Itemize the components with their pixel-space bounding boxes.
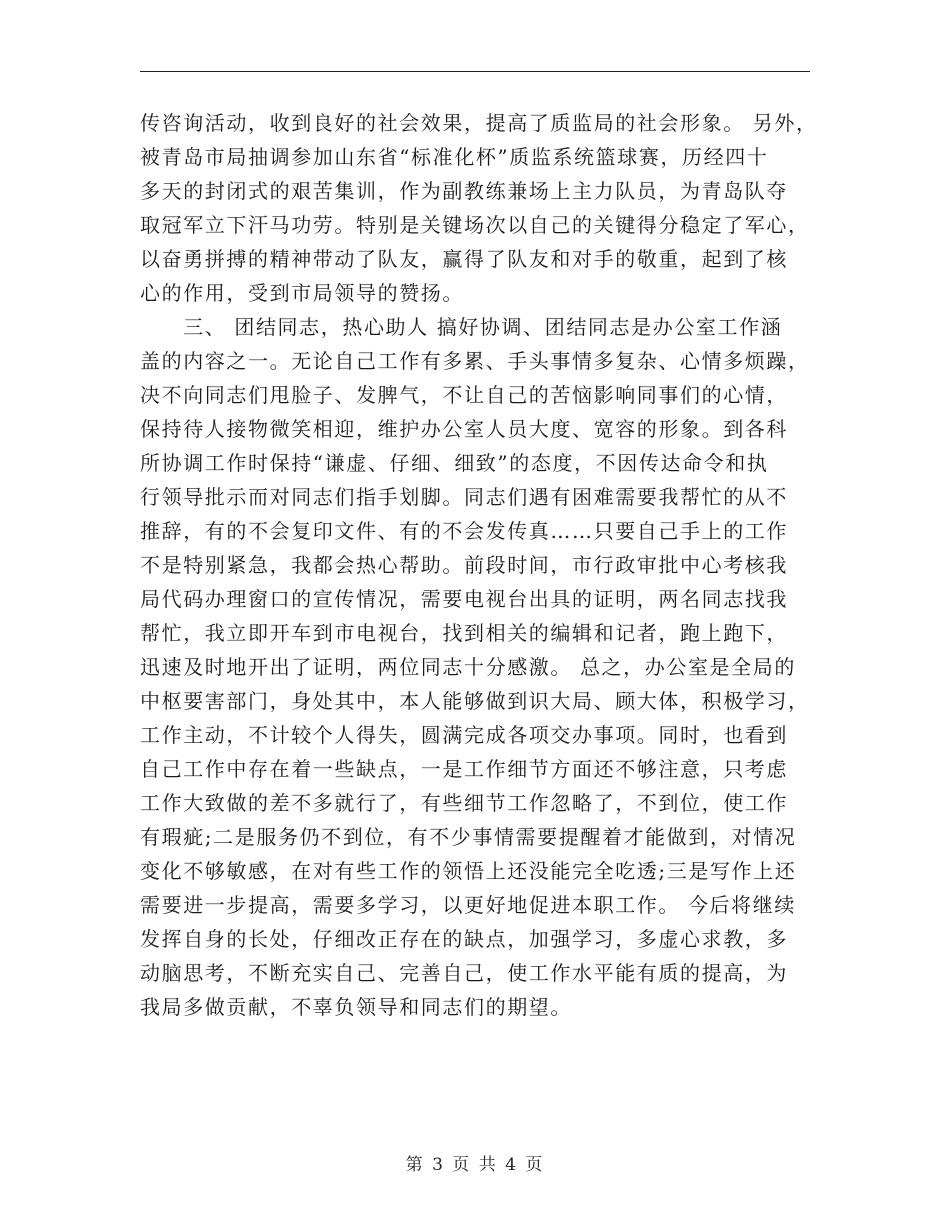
text-line: 心的作用，受到市局领导的赞扬。 xyxy=(140,281,464,305)
text-line: 被青岛市局抽调参加山东省“标准化杯”质监系统篮球赛，历经四十 xyxy=(140,145,769,169)
text-line: 我局多做贡献，不辜负领导和同志们的期望。 xyxy=(140,995,572,1019)
text-line: 中枢要害部门，身处其中，本人能够做到识大局、顾大体，积极学习， xyxy=(140,689,810,713)
text-line: 不是特别紧急，我都会热心帮助。前段时间，市行政审批中心考核我 xyxy=(140,553,788,577)
text-line: 三、 团结同志，热心助人 搞好协调、团结同志是办公室工作涵 xyxy=(140,315,783,339)
text-line: 局代码办理窗口的宣传情况，需要电视台出具的证明，两名同志找我 xyxy=(140,587,788,611)
text-line: 动脑思考，不断充实自己、完善自己，使工作水平能有质的提高，为 xyxy=(140,961,788,985)
text-line: 迅速及时地开出了证明，两位同志十分感激。 总之，办公室是全局的 xyxy=(140,655,796,679)
text-line: 决不向同志们甩脸子、发脾气，不让自己的苦恼影响同事们的心情， xyxy=(140,383,788,407)
text-line: 行领导批示而对同志们指手划脚。同志们遇有困难需要我帮忙的从不 xyxy=(140,485,788,509)
text-line: 推辞，有的不会复印文件、有的不会发传真……只要自己手上的工作 xyxy=(140,519,788,543)
text-line: 以奋勇拼搏的精神带动了队友，赢得了队友和对手的敬重，起到了核 xyxy=(140,247,788,271)
text-line: 有瑕疵;二是服务仍不到位，有不少事情需要提醒着才能做到，对情况 xyxy=(140,825,797,849)
document-body xyxy=(140,106,820,1024)
text-line: 需要进一步提高，需要多学习，以更好地促进本职工作。 今后将继续 xyxy=(140,893,796,917)
text-line: 传咨询活动，收到良好的社会效果，提高了质监局的社会形象。 另外， xyxy=(140,111,818,135)
text-line: 自己工作中存在着一些缺点，一是工作细节方面还不够注意，只考虑 xyxy=(140,757,788,781)
text-line: 所协调工作时保持“谦虚、仔细、细致”的态度，不因传达命令和执 xyxy=(140,451,769,475)
header-rule xyxy=(140,71,810,72)
text-line: 变化不够敏感，在对有些工作的领悟上还没能完全吃透;三是写作上还 xyxy=(140,859,797,883)
text-line: 多天的封闭式的艰苦集训，作为副教练兼场上主力队员，为青岛队夺 xyxy=(140,179,788,203)
page-number-footer: 第 3 页 共 4 页 xyxy=(405,1155,545,1175)
text-line: 工作主动，不计较个人得失，圆满完成各项交办事项。同时，也看到 xyxy=(140,723,788,747)
text-line: 发挥自身的长处，仔细改正存在的缺点，加强学习，多虚心求教，多 xyxy=(140,927,788,951)
text-line: 帮忙，我立即开车到市电视台，找到相关的编辑和记者，跑上跑下， xyxy=(140,621,788,645)
text-line: 工作大致做的差不多就行了，有些细节工作忽略了，不到位，使工作 xyxy=(140,791,788,815)
text-line: 保持待人接物微笑相迎，维护办公室人员大度、宽容的形象。到各科 xyxy=(140,417,788,441)
text-line: 盖的内容之一。无论自己工作有多累、手头事情多复杂、心情多烦躁， xyxy=(140,349,810,373)
text-line: 取冠军立下汗马功劳。特别是关键场次以自己的关键得分稳定了军心， xyxy=(140,213,810,237)
